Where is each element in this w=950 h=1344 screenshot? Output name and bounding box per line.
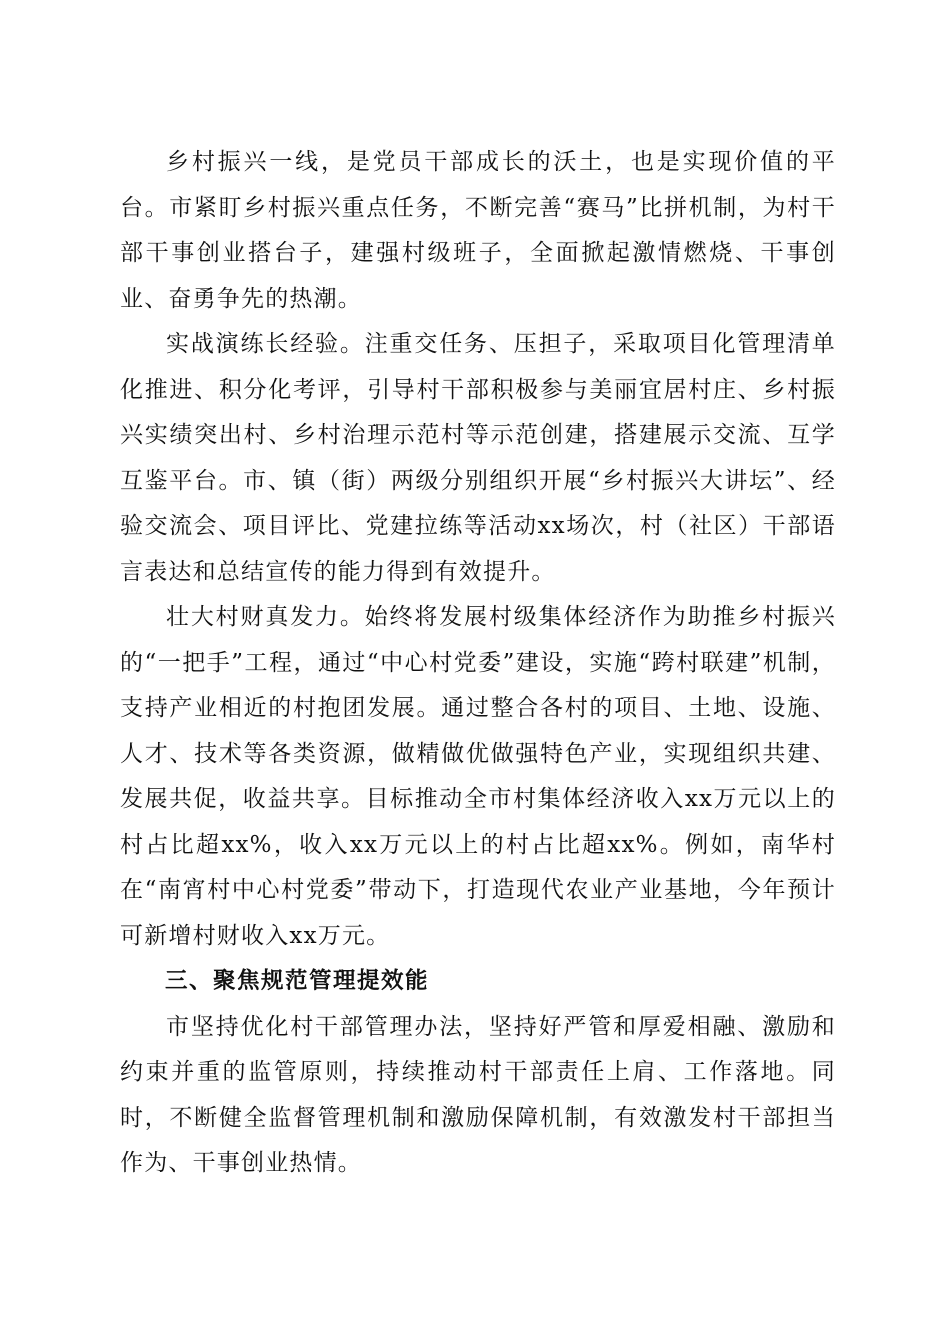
paragraph-management: 市坚持优化村干部管理办法，坚持好严管和厚爱相融、激励和约束并重的监管原则，持续推动村干部责任上肩、工作落地。同时，不断健全监督管理机制和激励保障机制，有效激发村干部担当作为、干事创业热情。 [120, 1013, 836, 1176]
section-heading-3: 三、聚焦规范管理提效能 [165, 968, 430, 994]
paragraph-village-finance: 壮大村财真发力。始终将发展村级集体经济作为助推乡村振兴的“一把手”工程，通过“中心村党委”建设，实施“跨村联建”机制，支持产业相近的村抱团发展。通过整合各村的项目、土地、设施、人才、技术等各类资源，做精做优做强特色产业，实现组织共建、发展共促，收益共享。目标推动全市村集体经济收入xx万元以上的村占比超xx%，收入xx万元以上的村占比超xx%。例如，南华村在“南宵村中心村党委”带动下，打造现代农业产业基地，今年预计可新增村财收入xx万元。 [120, 604, 836, 949]
paragraph-practical-training: 实战演练长经验。注重交任务、压担子，采取项目化管理清单化推进、积分化考评，引导村干部积极参与美丽宜居村庄、乡村振兴实绩突出村、乡村治理示范村等示范创建，搭建展示交流、互学互鉴平台。市、镇（街）两级分别组织开展“乡村振兴大讲坛”、经验交流会、项目评比、党建拉练等活动xx场次，村（社区）干部语言表达和总结宣传的能力得到有效提升。 [120, 331, 836, 585]
paragraph-rural-revitalization: 乡村振兴一线，是党员干部成长的沃土，也是实现价值的平台。市紧盯乡村振兴重点任务，不断完善“赛马”比拼机制，为村干部干事创业搭台子，建强村级班子，全面掀起激情燃烧、干事创业、奋勇争先的热潮。 [120, 149, 836, 312]
document-body [120, 140, 836, 1187]
